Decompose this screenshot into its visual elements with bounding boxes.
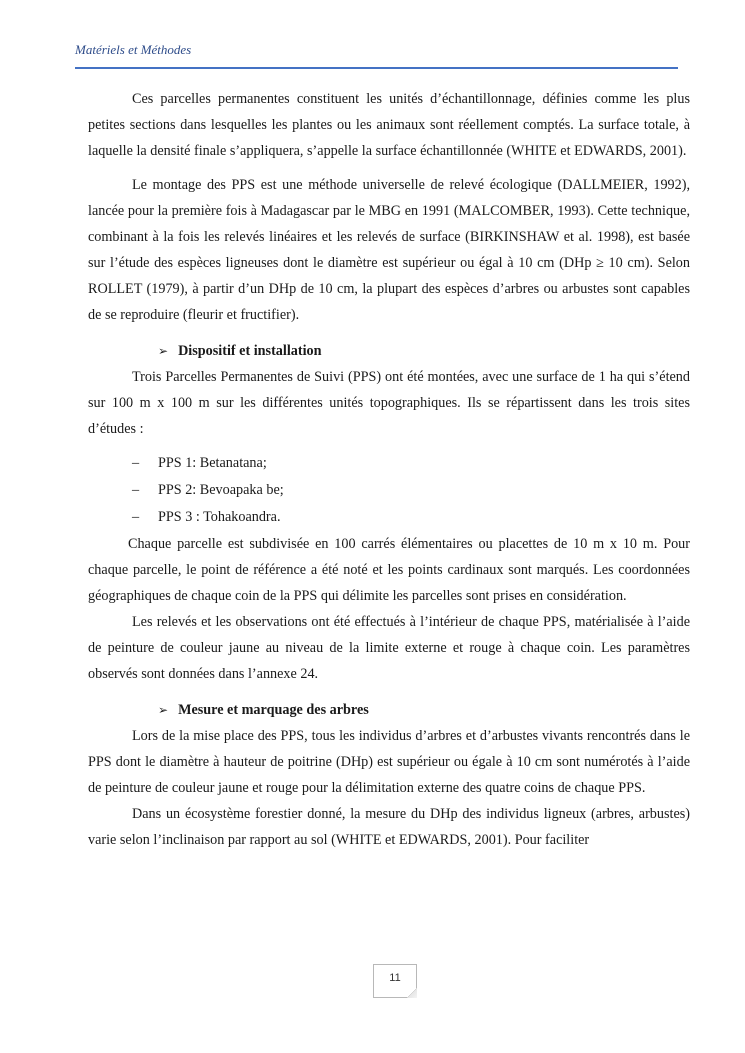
dash-bullet-icon: –: [132, 482, 140, 498]
page-curl-icon: [407, 988, 417, 998]
paragraph-pps-method: Le montage des PPS est une méthode universelle de relevé écologique (DALLMEIER, 1992), lancée pour la première fois à Madagascar par le MBG en 1991 (MALCOMBER, 1993). Cette technique, combinant à la fois les relevés linéaires et les relevés de surface (BIRKINSHAW et al. 1998), est basée sur l’étude des espèces ligneuses dont le diamètre est supérieur ou égal à 10 cm (DHp ≥ 10 cm). Selon ROLLET (1979), à partir d’un DHp de 10 cm, la plupart des espèces d’arbres ou arbustes sont capables de se reproduire (fleurir et fructifier).: [88, 177, 690, 323]
running-header-title: Matériels et Méthodes: [75, 42, 192, 57]
page-body: [88, 86, 690, 853]
header-divider: [75, 67, 678, 69]
paragraph-marking: Lors de la mise place des PPS, tous les individus d’arbres et d’arbustes vivants rencontrés dans le PPS dont le diamètre à hauteur de poitrine (DHp) est supérieur ou égale à 10 cm sont numérotés à l’aide de peinture de couleur jaune et rouge pour la délimitation externe des quatre coins de chaque PPS.: [88, 728, 690, 796]
paragraph-three-plots: Trois Parcelles Permanentes de Suivi (PPS) ont été montées, avec une surface de 1 ha qui s’étend sur 100 m x 100 m sur les différentes unités topographiques. Ils se répartissent dans les trois sites d’études :: [88, 369, 690, 437]
arrow-bullet-icon: ➢: [158, 344, 169, 358]
dash-bullet-icon: –: [132, 455, 140, 471]
page-number-box: [373, 964, 417, 998]
subheading-dispositif: [88, 338, 690, 364]
page-number: 11: [389, 972, 401, 984]
subheading-mesure-label: Mesure et marquage des arbres: [178, 702, 369, 718]
paragraph-observations: Les relevés et les observations ont été effectués à l’intérieur de chaque PPS, matérialisée à l’aide de peinture de couleur jaune au niveau de la limite externe et rouge à chaque coin. Les paramètres observés sont données dans l’annexe 24.: [88, 614, 690, 682]
list-item: – PPS 3 : Tohakoandra.: [132, 504, 690, 531]
arrow-bullet-icon: ➢: [158, 703, 169, 717]
paragraph-sampling-units: Ces parcelles permanentes constituent les unités d’échantillonnage, définies comme les plus petites sections dans lesquelles les plantes ou les animaux sont réellement comptés. La surface totale, à laquelle la densité finale s’appliquera, s’appelle la surface échantillonnée (WHITE et EDWARDS, 2001).: [88, 91, 690, 159]
paragraph-dhp-measure: Dans un écosystème forestier donné, la mesure du DHp des individus ligneux (arbres, arbustes) varie selon l’inclinaison par rapport au sol (WHITE et EDWARDS, 2001). Pour faciliter: [88, 806, 690, 848]
list-item: – PPS 2: Bevoapaka be;: [132, 477, 690, 504]
pps-site-list: [88, 450, 690, 531]
list-item: – PPS 1: Betanatana;: [132, 450, 690, 477]
subheading-dispositif-label: Dispositif et installation: [178, 343, 322, 359]
subheading-mesure: [88, 697, 690, 723]
dash-bullet-icon: –: [132, 509, 140, 525]
paragraph-subdivision: Chaque parcelle est subdivisée en 100 carrés élémentaires ou placettes de 10 m x 10 m. Pour chaque parcelle, le point de référence a été noté et les points cardinaux sont marqués. Les coordonnées géographiques de chaque coin de la PPS qui délimite les parcelles sont prises en considération.: [88, 536, 690, 604]
